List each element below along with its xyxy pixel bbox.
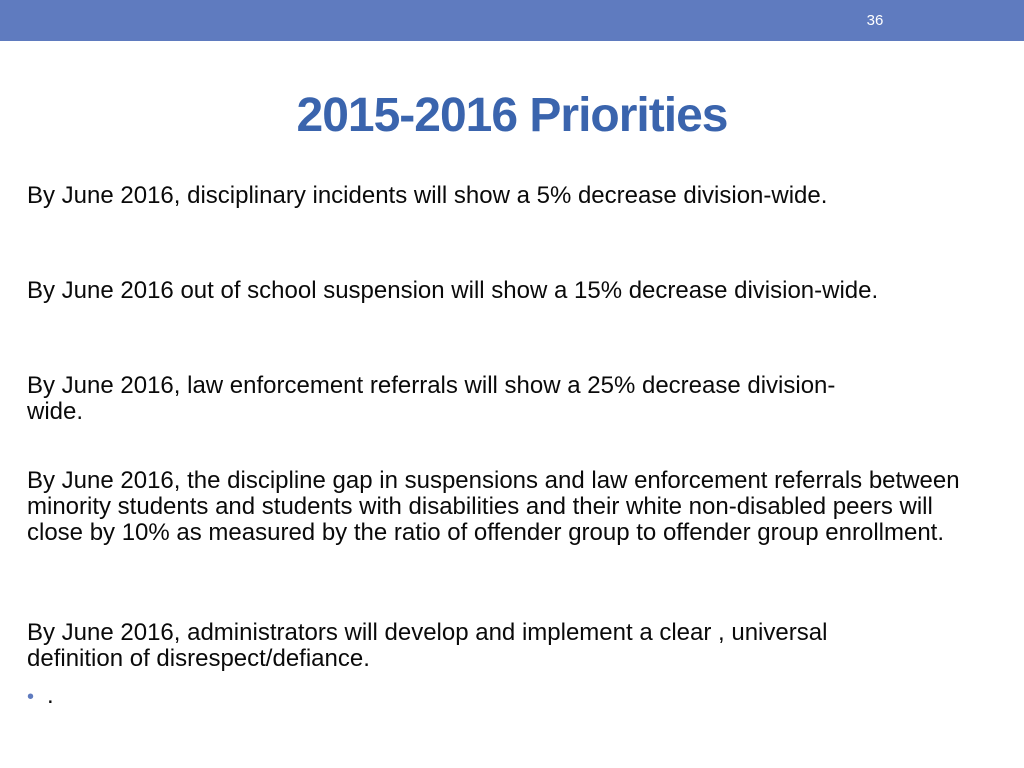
- bullet-item: [27, 683, 54, 709]
- priority-paragraph-3: By June 2016, law enforcement referrals will show a 25% decrease division-wide.: [27, 372, 836, 425]
- priority-paragraph-5: By June 2016, administrators will develop and implement a clear , universal definition of disrespect/defiance.: [27, 619, 828, 672]
- bullet-text: .: [47, 682, 54, 709]
- header-bar: [0, 0, 1024, 41]
- priority-paragraph-2: By June 2016 out of school suspension will show a 15% decrease division-wide.: [27, 277, 879, 304]
- slide-title: 2015-2016 Priorities: [296, 89, 728, 142]
- priority-paragraph-1: By June 2016, disciplinary incidents will show a 5% decrease division-wide.: [27, 182, 828, 209]
- bullet-icon: •: [27, 686, 35, 708]
- slide-number: 36: [866, 12, 884, 29]
- priority-paragraph-4: By June 2016, the discipline gap in suspensions and law enforcement referrals between minority students and students with disabilities and their white non-disabled peers will close by 10% as measured by the ratio of offender group to offender group enrollment.: [27, 467, 960, 546]
